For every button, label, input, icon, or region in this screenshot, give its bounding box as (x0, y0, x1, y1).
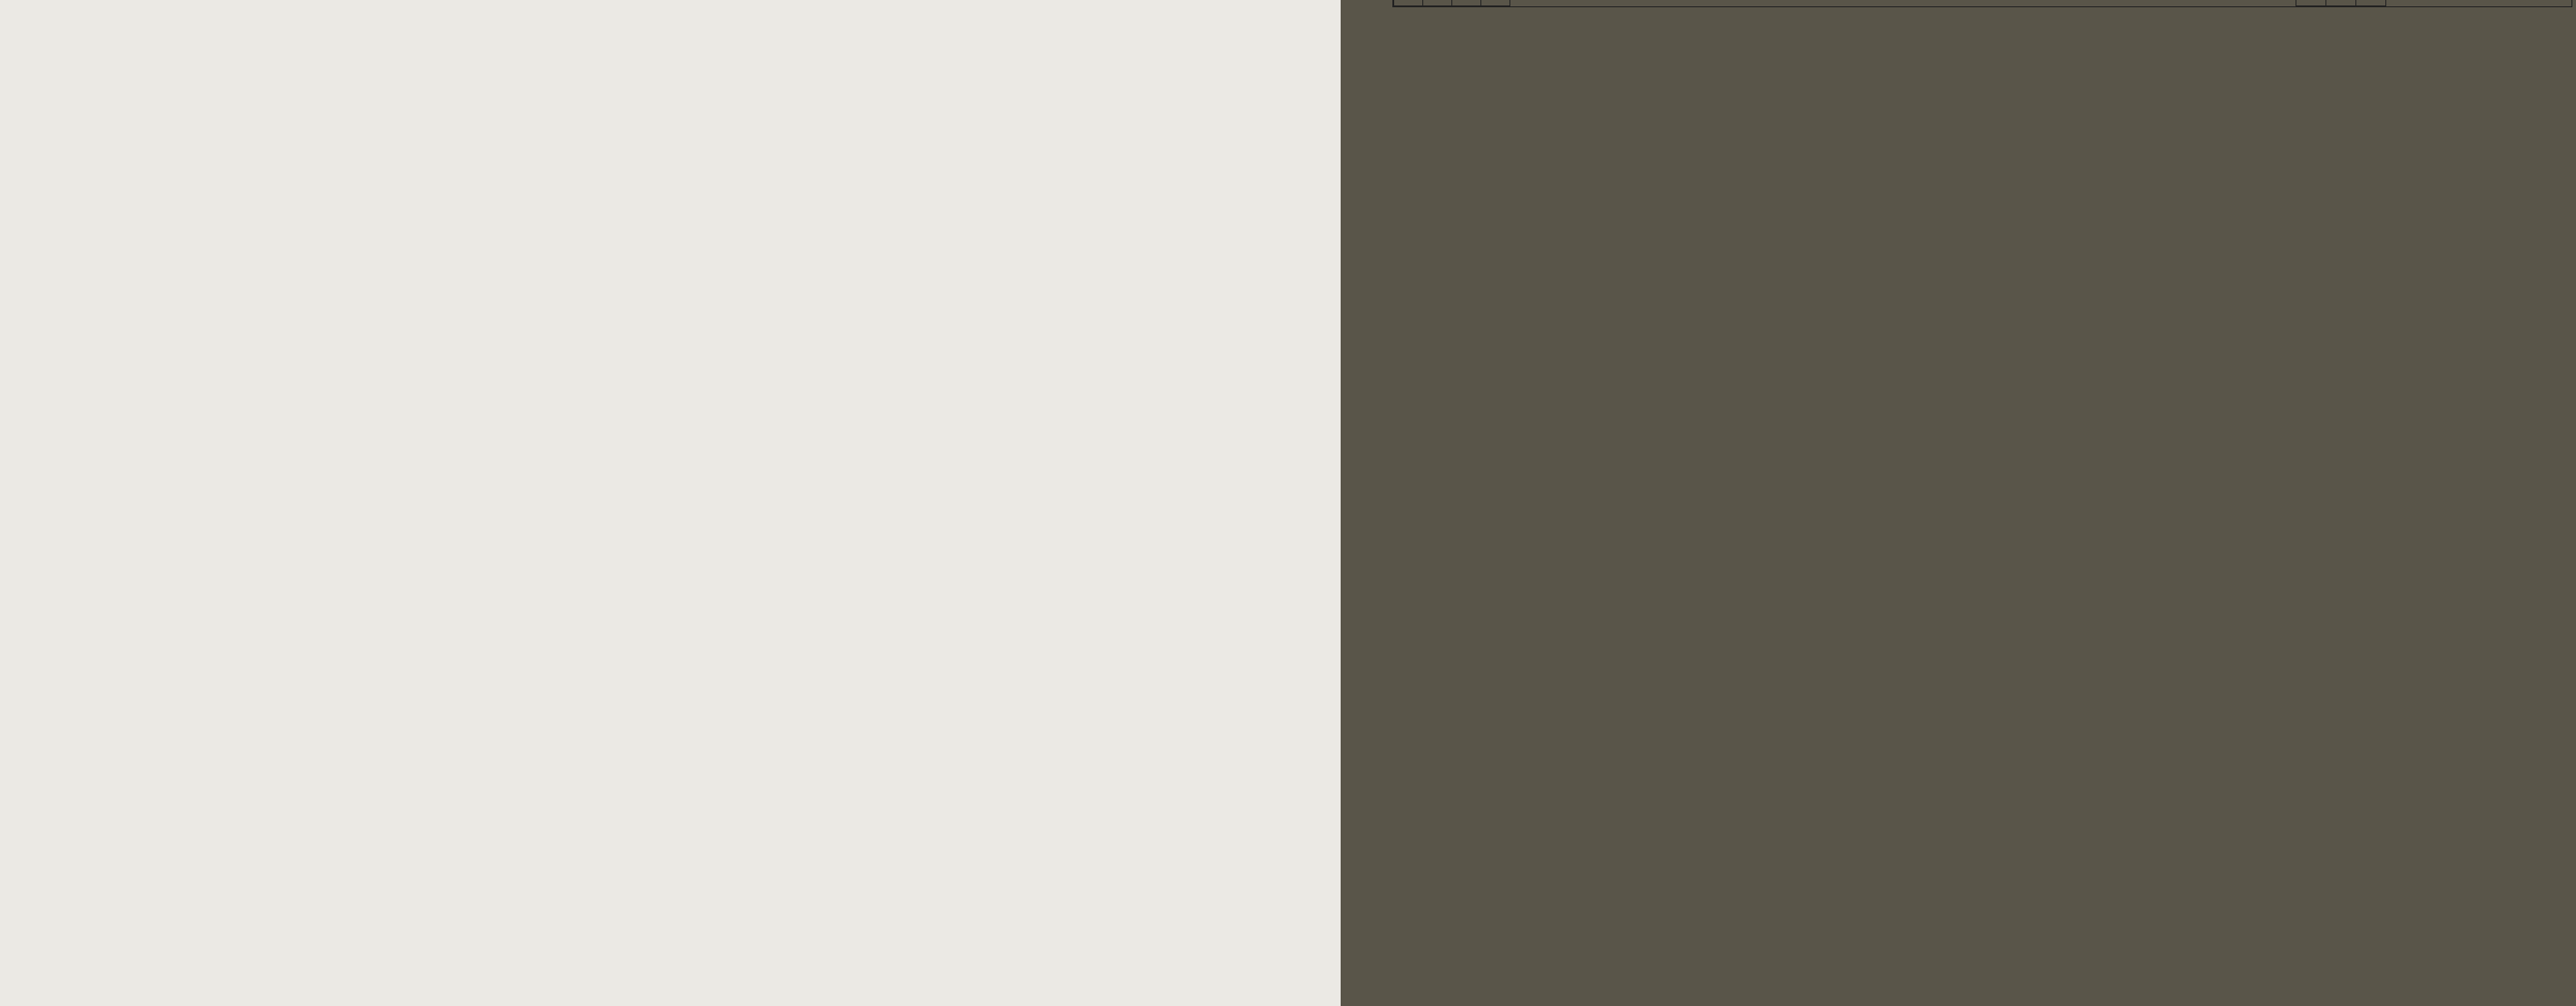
patient-info-table (1393, 0, 1510, 6)
info-label (1394, 0, 1423, 6)
subtest-score (2356, 0, 2386, 6)
subtest-score-row (2356, 0, 2386, 6)
report-title (1314, 0, 1350, 7)
report-frame (1392, 0, 2572, 7)
info-row (1452, 0, 1481, 6)
info-label (1452, 0, 1481, 6)
info-row (1481, 0, 1510, 6)
subtests-heading (2263, 0, 2286, 1)
results-heading (1809, 0, 1833, 1)
info-row (1394, 0, 1423, 6)
subtest-name-row (2326, 0, 2356, 6)
info-label (1481, 0, 1510, 6)
report-document (1305, 0, 2576, 7)
subtests-table (2296, 0, 2386, 6)
observation-heading (1515, 0, 1539, 1)
info-label (1423, 0, 1452, 6)
info-row (1423, 0, 1452, 6)
subtest-name (2326, 0, 2356, 6)
comparison-heading (2110, 0, 2134, 1)
group-row (2296, 0, 2326, 6)
group-header (2296, 0, 2326, 6)
